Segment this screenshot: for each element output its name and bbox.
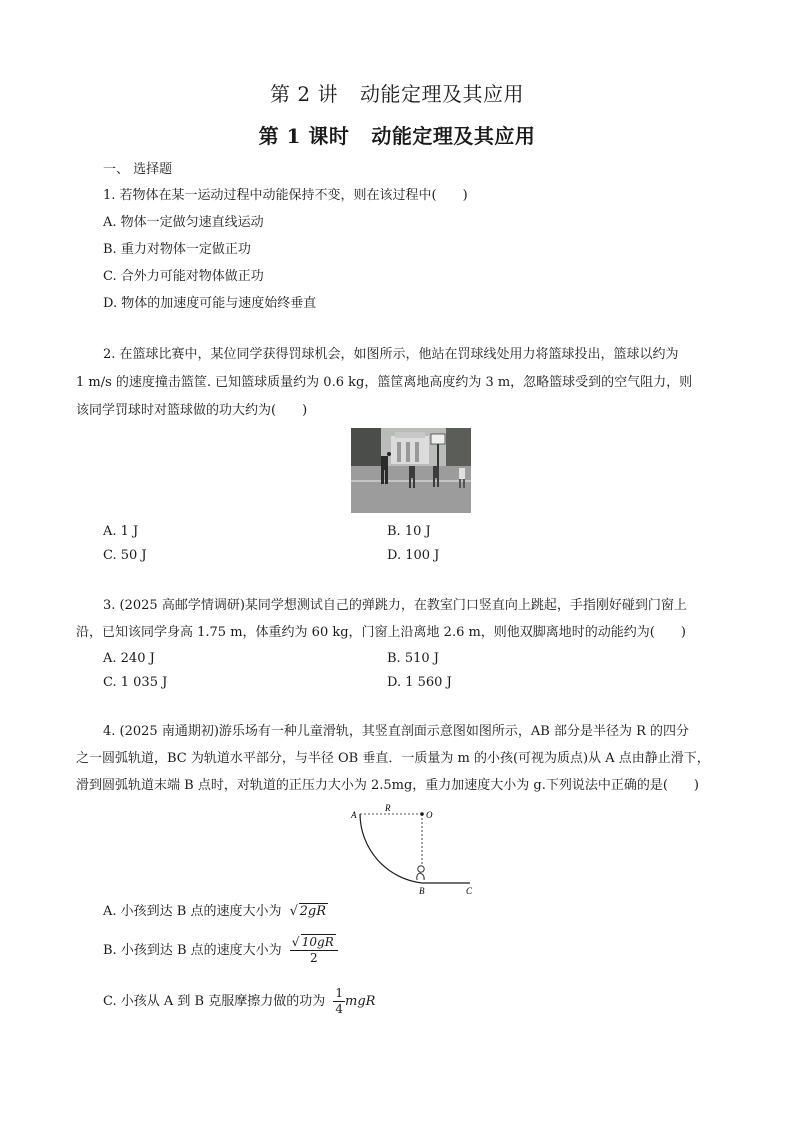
sqrt-10gr-radicand: 10gR [301, 935, 334, 949]
q4-option-b [103, 931, 338, 971]
lecture-number: 第 2 讲 [270, 82, 338, 106]
basketball-photo-image [351, 428, 471, 513]
lecture-title [0, 78, 794, 107]
fraction-numerator-1: 1 [335, 986, 344, 1000]
q2-option-a: A. 1 J [103, 524, 139, 539]
center-point-o [420, 812, 424, 816]
q1-option-d: D. 物体的加速度可能与速度始终垂直 [103, 296, 317, 311]
fraction-one-quarter [333, 986, 345, 1017]
q1-stem: 1. 若物体在某一运动过程中动能保持不变，则在该过程中( ) [103, 188, 468, 203]
q2-option-c: C. 50 J [103, 548, 147, 563]
label-a: A [351, 810, 357, 820]
label-b: B [419, 886, 425, 896]
q2-stem-line-3: 该同学罚球时对篮球做的功大约为( ) [76, 403, 308, 418]
lesson-name: 动能定理及其应用 [371, 124, 536, 148]
q4-option-a-text: A. 小孩到达 B 点的速度大小为 [103, 904, 282, 919]
q2-stem-line-2: 1 m/s 的速度撞击篮筐. 已知篮球质量约为 0.6 kg，篮筐离地高度约为 3 m，忽略篮球受到的空气阻力，则 [76, 375, 693, 390]
sqrt-2gr: √ 2gR [289, 904, 327, 919]
basketball-photo [351, 428, 471, 513]
q2-stem-line-1: 2. 在篮球比赛中，某位同学获得罚球机会，如图所示，他站在罚球线处用力将篮球投出，篮球以约为 [103, 347, 679, 362]
arc-track-ab [360, 814, 422, 883]
q3-option-a: A. 240 J [103, 651, 155, 666]
fraction-denominator-4: 4 [335, 1002, 344, 1016]
q4-stem-line-3: 滑到圆弧轨道末端 B 点时，对轨道的正压力大小为 2.5mg，重力加速度大小为 g.下列说法中正确的是( ) [76, 778, 700, 793]
q3-option-c: C. 1 035 J [103, 675, 168, 690]
q1-option-b: B. 重力对物体一定做正功 [103, 242, 251, 257]
q4-stem-line-2: 之一圆弧轨道，BC 为轨道水平部分，与半径 OB 垂直．一质量为 m 的小孩(可视为质点)从 A 点由静止滑下， [76, 751, 710, 766]
q3-option-d: D. 1 560 J [387, 675, 452, 690]
fraction-denominator-2: 2 [309, 951, 318, 965]
child-body [417, 873, 424, 880]
q1-option-c: C. 合外力可能对物体做正功 [103, 269, 264, 284]
slide-track-diagram [340, 800, 490, 900]
child-figure [418, 866, 424, 872]
label-r: R [385, 803, 391, 813]
q3-stem-line-2: 沿，已知该同学身高 1.75 m，体重约为 60 kg，门窗上沿离地 2.6 m，则他双脚离地时的动能约为( ) [76, 625, 686, 640]
q3-option-b: B. 510 J [387, 651, 439, 666]
section-heading: 一、 选择题 [103, 162, 173, 177]
label-c: C [466, 886, 473, 896]
sqrt-2gr-radicand: 2gR [299, 904, 327, 919]
fraction-sqrt10gr-over-2: √ 10gR 2 [290, 935, 338, 966]
lesson-number: 第 1 课时 [258, 124, 350, 148]
q4-option-a [103, 903, 328, 921]
q4-option-b-text: B. 小孩到达 B 点的速度大小为 [103, 943, 282, 958]
expr-mgr: mgR [345, 994, 376, 1009]
q2-option-b: B. 10 J [387, 524, 431, 539]
q3-stem-line-1: 3. (2025 高邮学情调研)某同学想测试自己的弹跳力，在教室门口竖直向上跳起，手指刚好碰到门窗上 [103, 598, 687, 613]
lesson-title [0, 120, 794, 149]
lecture-name: 动能定理及其应用 [359, 82, 524, 106]
q4-option-c-text: C. 小孩从 A 到 B 克服摩擦力做的功为 [103, 994, 326, 1009]
q1-option-a: A. 物体一定做匀速直线运动 [103, 215, 264, 230]
q4-stem-line-1: 4. (2025 南通期初)游乐场有一种儿童滑轨，其竖直剖面示意图如图所示，AB 部分是半径为 R 的四分 [103, 724, 690, 739]
q4-option-c [103, 982, 375, 1022]
label-o: O [426, 810, 433, 820]
q2-option-d: D. 100 J [387, 548, 440, 563]
